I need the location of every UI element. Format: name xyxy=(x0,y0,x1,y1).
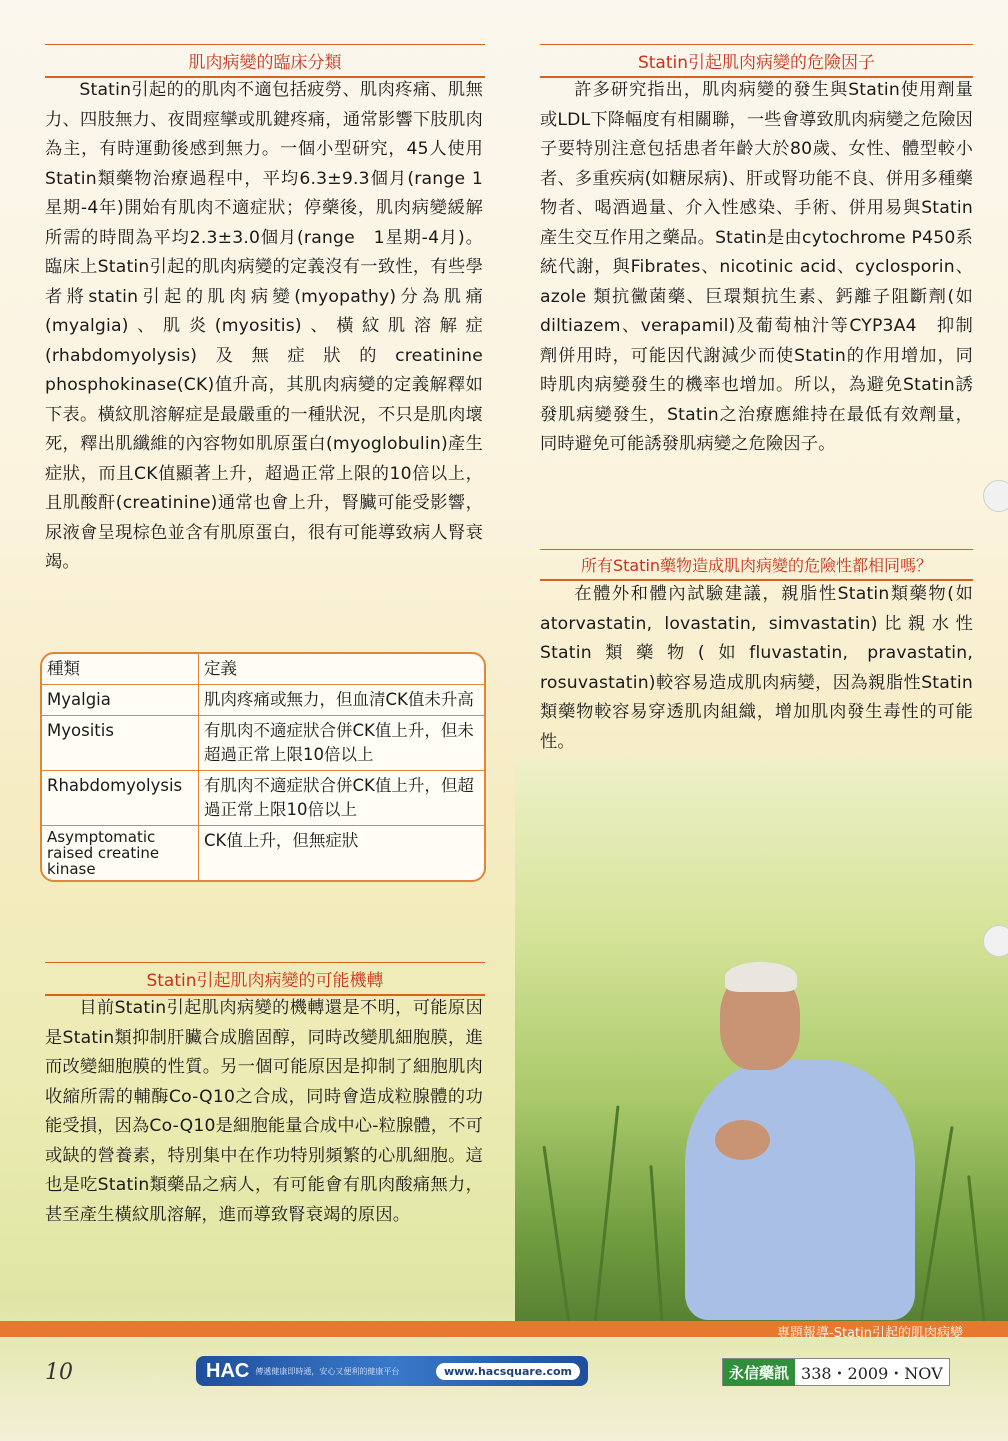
man-hands xyxy=(715,1120,770,1160)
section-title-mechanism: Statin引起肌肉病變的可能機轉 xyxy=(45,966,485,996)
photo-caption: 專題報導-Statin引起的肌肉病變 xyxy=(777,1326,963,1341)
same-risk-paragraph: 在體外和體內試驗建議，親脂性Statin類藥物(如atorvastatin, lovastatin, simvastatin)比親水性Statin類藥物(如fluvastatin, pravastatin, rosuvastatin)較容易造成肌肉病變，因為親脂性Statin類藥物較容易穿透肌肉組織，增加肌肉發生毒性的可能性。 xyxy=(540,584,973,752)
top-rule-right xyxy=(540,44,973,45)
rule-mechanism xyxy=(45,962,485,963)
grass-blade xyxy=(594,1105,620,1324)
hac-banner[interactable] xyxy=(196,1356,588,1386)
mechanism-paragraph: 目前Statin引起肌肉病變的機轉還是不明，可能原因是Statin類抑制肝臟合成膽固醇，同時改變肌細胞膜，進而改變細胞膜的性質。另一個可能原因是抑制了細胞肌肉收縮所需的輔酶Co-Q10之合成，同時會造成粒腺體的功能受損，因為Co-Q10是細胞能量合成中心-粒腺體，不可或缺的營養素，特別集中在作功特別頻繁的心肌細胞。這也是吃Statin類藥品之病人，有可能會有肌肉酸痛無力，甚至產生橫紋肌溶解，進而導致腎衰竭的原因。 xyxy=(45,998,483,1225)
hac-slogan: 傳遞健康即時通，安心又便利的健康平台 xyxy=(255,1366,400,1376)
grass-blade xyxy=(919,1126,953,1324)
section-title-same-risk: 所有Statin藥物造成肌肉病變的危險性都相同嗎？ xyxy=(540,553,973,581)
table-cell-definition: 有肌肉不適症狀合併CK值上升，但未超過正常上限10倍以上 xyxy=(199,716,484,771)
issue-number: 338・2009・NOV xyxy=(801,1363,943,1383)
risk-factors-body xyxy=(540,76,973,460)
table-row xyxy=(42,826,484,880)
classification-paragraph: Statin引起的的肌肉不適包括疲勞、肌肉疼痛、肌無力、四肢無力、夜間痙攣或肌鍵疼痛，通常影響下肢肌肉為主，有時運動後感到無力。一個小型研究，45人使用Statin類藥物治療過程中，平均6.3±9.3個月(range 1星期-4年)開始有肌肉不適症狀；停藥後，肌肉病變緩解所需的時間為平均2.3±3.0個月(range 1星期-4月)。臨床上Statin引起的肌肉病變的定義沒有一致性，有些學者將statin引起的肌肉病變(myopathy)分為肌痛(myalgia)、肌炎(myositis)、橫紋肌溶解症(rhabdomyolysis)及無症狀的creatinine phosphokinase(CK)值升高，其肌肉病變的定義解釋如下表。橫紋肌溶解症是最嚴重的一種狀況，不只是肌肉壞死，釋出肌纖維的內容物如肌原蛋白(myoglobulin)產生症狀，而且CK值顯著上升，超過正常上限的10倍以上，且肌酸酐(creatinine)通常也會上升，腎臟可能受影響，尿液會呈現棕色並含有肌原蛋白，很有可能導致病人腎衰竭。 xyxy=(45,80,483,572)
table-cell-definition: 肌肉疼痛或無力，但血清CK值未升高 xyxy=(199,685,484,716)
table-cell-definition: CK值上升，但無症狀 xyxy=(204,831,359,850)
table-cell-type: Myalgia xyxy=(42,685,199,716)
photo-man-in-grass xyxy=(515,760,1008,1325)
same-risk-body xyxy=(540,580,973,757)
table-cell-type: Myositis xyxy=(42,716,199,771)
table-cell-definition: 有肌肉不適症狀合併CK值上升，但超過正常上限10倍以上 xyxy=(199,771,484,826)
rule-same-risk xyxy=(540,549,973,550)
grass-blade xyxy=(649,1165,663,1325)
man-body xyxy=(685,1060,915,1320)
table-cell-type: Asymptomatic raised creatine kinase xyxy=(42,826,199,880)
grass-blade xyxy=(967,1175,986,1324)
table-row xyxy=(42,685,484,716)
hac-logo: HAC xyxy=(206,1359,250,1382)
mechanism-body xyxy=(45,994,483,1230)
man-hair xyxy=(725,962,797,992)
table-header-type: 種類 xyxy=(42,654,199,685)
section-title-risk-factors: Statin引起肌肉病變的危險因子 xyxy=(540,48,973,78)
punch-hole xyxy=(983,480,1008,512)
table-row xyxy=(42,716,484,771)
section-title-classification: 肌肉病變的臨床分類 xyxy=(45,48,485,78)
punch-hole xyxy=(983,925,1008,957)
table-cell-type: Rhabdomyolysis xyxy=(42,771,199,826)
brand-label: 永信藥訊 xyxy=(723,1359,795,1386)
top-rule-left xyxy=(45,44,485,45)
table-header-definition: 定義 xyxy=(199,654,484,685)
classification-body xyxy=(45,76,483,578)
table-row xyxy=(42,771,484,826)
hac-url-link[interactable]: www.hacsquare.com xyxy=(436,1363,580,1380)
definition-table xyxy=(40,652,486,882)
grass-blade xyxy=(542,1146,570,1325)
risk-factors-paragraph: 許多研究指出，肌肉病變的發生與Statin使用劑量或LDL下降幅度有相關聯，一些會導致肌肉病變之危險因子要特別注意包括患者年齡大於80歲、女性、體型較小者、多重疾病(如糖尿病)、肝或腎功能不良、併用多種藥物者、喝酒過量、介入性感染、手術、併用易與Statin產生交互作用之藥品。Statin是由cytochrome P450系統代謝，與Fibrates、nicotinic acid、cyclosporin、azole 類抗黴菌藥、巨環類抗生素、鈣離子阻斷劑(如diltiazem、verapamil)及葡萄柚汁等CYP3A4 抑制劑併用時，可能因代謝減少而使Statin的作用增加，同時肌肉病變發生的機率也增加。所以，為避免Statin誘發肌病變發生，Statin之治療應維持在最低有效劑量，同時避免可能誘發肌病變之危險因子。 xyxy=(540,80,973,454)
page-number: 10 xyxy=(45,1360,73,1385)
table-header-row xyxy=(42,654,484,685)
issue-badge xyxy=(722,1358,950,1386)
